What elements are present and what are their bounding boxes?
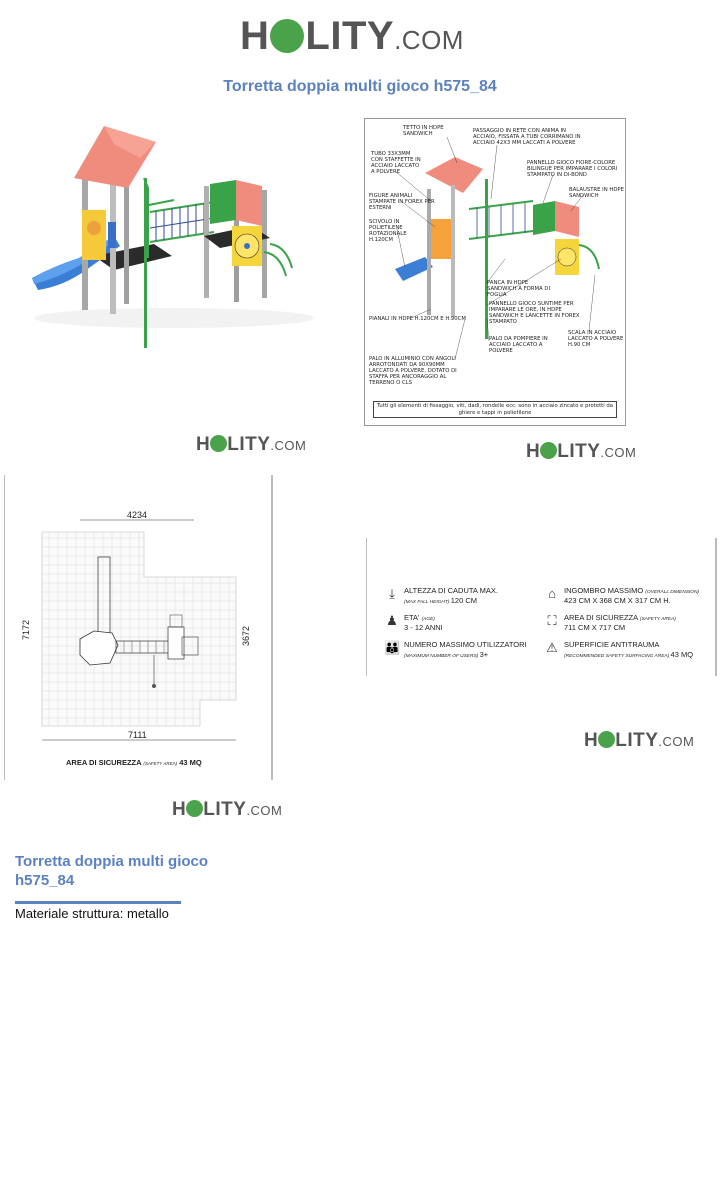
spec-fall-height-label: ALTEZZA DI CADUTA MAX. <box>404 586 498 595</box>
fall-icon: ⤓ <box>389 586 395 601</box>
annotation-tube: TUBO 33X3MM CON STAFFETTE IN ACCIAIO LACCATO A POLVERE <box>371 151 421 175</box>
holity-logo-small <box>584 729 694 752</box>
spec-safety-area-value: 711 CM X 717 CM <box>564 623 626 632</box>
annotation-ladder: SCALA IN ACCIAIO LACCATO A POLVERE H.90 CM <box>568 330 624 348</box>
specifications-panel <box>366 538 718 676</box>
logo-suffix: .COM <box>270 438 307 453</box>
annotation-bench: PANCA IN HDPE SANDWICH A FORMA DI FOGLIA <box>487 280 551 298</box>
spec-max-users-label: NUMERO MASSIMO UTILIZZATORI <box>404 640 527 649</box>
safety-area-sublabel: (SAFETY AREA) <box>143 761 178 766</box>
safety-area-icon: ⛶ <box>547 613 557 628</box>
safety-area-label: AREA DI SICUREZZA <box>66 758 142 767</box>
logo-text-h: H <box>196 434 211 455</box>
logo-text-lity: LITY <box>227 434 271 455</box>
logo-o-icon <box>270 19 304 53</box>
dimension-right: 3672 <box>241 625 252 647</box>
annotation-aluminium-post: PALO IN ALLUMINIO CON ANGOLI ARROTONDATI DA 90X90MM LACCATO A POLVERE, DOTATO DI STAFFA PER ANCORAGGIO AL TERRENO O CLS <box>369 356 457 386</box>
spec-fall-height-value: 120 CM <box>450 596 478 605</box>
dimension-icon: ⌂ <box>548 586 556 601</box>
page-title: Torretta doppia multi gioco h575_84 <box>223 78 497 95</box>
dimension-top: 4234 <box>127 510 148 520</box>
technical-drawing <box>364 118 626 426</box>
annotation-fireman-pole: PALO DA POMPIERE IN ACCIAIO LACCATO A POLVERE <box>489 336 548 354</box>
logo-suffix: .COM <box>246 803 283 818</box>
holity-logo-small <box>172 798 282 821</box>
logo-o-icon <box>186 800 203 817</box>
logo-text-lity: LITY <box>305 14 395 58</box>
logo-text-lity: LITY <box>557 441 601 462</box>
spec-surfacing-value: 43 MQ <box>670 650 694 659</box>
spec-fall-height-sublabel: (MAX FALL HEIGHT) <box>404 600 450 605</box>
spec-overall-dimension-sublabel: (OVERALL DIMENSION) <box>645 590 700 595</box>
product-name-underline <box>15 901 181 904</box>
spec-age-sublabel: (AGE) <box>421 617 435 622</box>
techdraw-footnote: Tutti gli elementi di fissaggio, viti, dadi, rondelle ecc. sono in acciaio zincato e protetti da ghiere e tappi in polietilene <box>373 401 617 418</box>
holity-logo-small <box>526 440 636 463</box>
spec-max-users-value: 3+ <box>479 650 489 659</box>
dimension-bottom: 7111 <box>128 730 147 740</box>
spec-overall-dimension-label: INGOMBRO MASSIMO <box>564 586 644 595</box>
safety-area-value: 43 MQ <box>179 758 202 767</box>
logo-text-lity: LITY <box>615 730 659 751</box>
spec-safety-area-sublabel: (SAFETY AREA) <box>639 617 676 622</box>
annotation-slide: SCIVOLO IN POLIETILENE ROTAZIONALE H.120CM <box>369 219 407 243</box>
spec-surfacing-sublabel: (RECOMMENDED SAFETY SURFACING AREA) <box>564 654 670 659</box>
logo-text-h: H <box>240 14 270 58</box>
logo-suffix: .COM <box>394 25 464 55</box>
safety-area-caption <box>66 758 202 767</box>
annotation-roof: TETTO IN HDPE SANDWICH <box>403 125 444 137</box>
annotation-platforms: PIANALI IN HDPE H.120CM E H.90CM <box>369 316 466 322</box>
spec-safety-area-label: AREA DI SICUREZZA <box>564 613 638 622</box>
logo-o-icon <box>210 435 227 452</box>
spec-overall-dimension-value: 423 CM X 368 CM X 317 CM H. <box>564 596 671 605</box>
spec-max-users-sublabel: (MAXIMUM NUMBER OF USERS) <box>404 654 479 659</box>
annotation-clock-panel: PANNELLO GIOCO SUNTIME PER IMPARARE LE ORE, IN HDPE SANDWICH E LANCETTE IN FOREX STAMPATO <box>489 301 580 325</box>
child-icon: ♟ <box>386 613 398 628</box>
spec-surfacing-label: SUPERFICIE ANTITRAUMA <box>564 640 660 649</box>
logo-suffix: .COM <box>600 445 637 460</box>
logo-text-h: H <box>172 799 187 820</box>
product-render-image <box>24 118 324 348</box>
surfacing-icon: ⚠ <box>546 640 558 655</box>
annotation-flower-panel: PANNELLO GIOCO FIORE-COLORE BILINGUE PER IMPARARE I COLORI STAMPATO IN DI-BOND <box>527 160 618 178</box>
annotation-net-passage: PASSAGGIO IN RETE CON ANIMA IN ACCIAIO, FISSATA A TUBI CORRIMANO IN ACCIAIO 42X3 MM LACCATI A POLVERE <box>473 128 581 146</box>
logo-text-h: H <box>526 441 541 462</box>
holity-logo-small <box>196 433 306 456</box>
logo-text-lity: LITY <box>203 799 247 820</box>
floor-plan-image <box>4 475 274 780</box>
holity-logo[interactable] <box>240 14 464 59</box>
logo-o-icon <box>598 731 615 748</box>
spec-age-label: ETA' <box>404 613 420 622</box>
spec-age-value: 3 - 12 ANNI <box>404 623 443 632</box>
dimension-left: 7172 <box>21 619 32 641</box>
product-material: Materiale struttura: metallo <box>15 906 169 921</box>
product-name: Torretta doppia multi gioco h575_84 <box>15 853 209 889</box>
annotation-balustrades: BALAUSTRE IN HDPE SANDWICH <box>569 187 624 199</box>
logo-suffix: .COM <box>658 734 695 749</box>
users-icon: 👪 <box>384 640 401 655</box>
annotation-animal-figures: FIGURE ANIMALI STAMPATE IN FOREX PER ESTERNI <box>369 193 435 211</box>
logo-o-icon <box>540 442 557 459</box>
logo-text-h: H <box>584 730 599 751</box>
